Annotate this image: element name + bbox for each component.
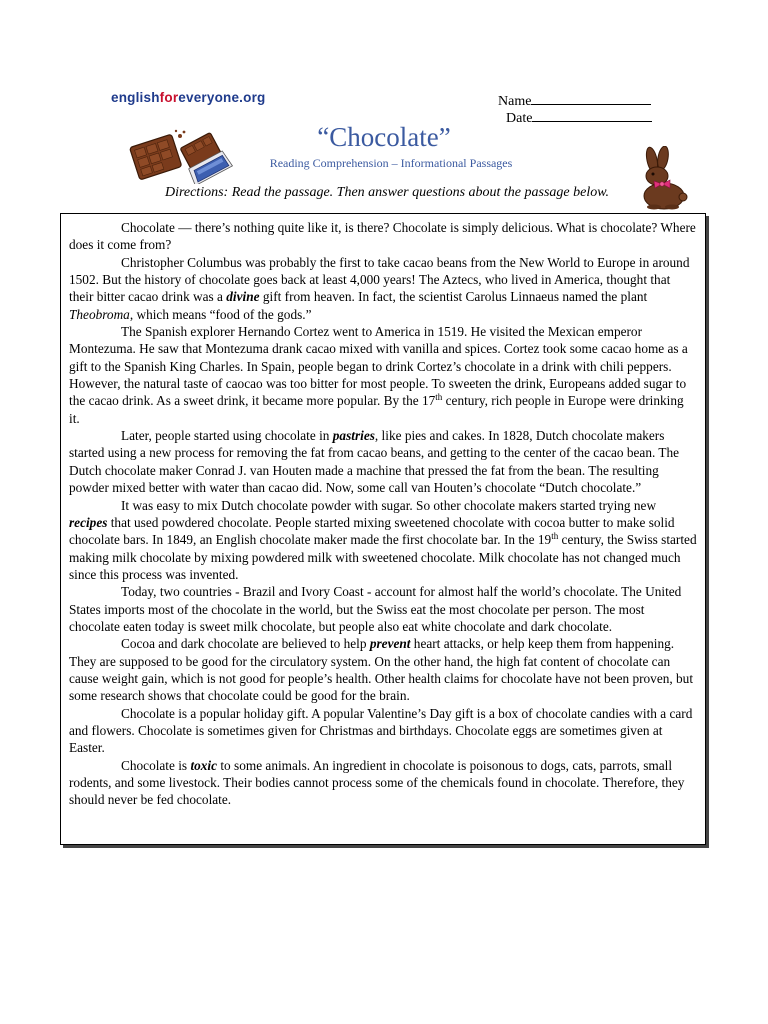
paragraph-5-text-a: It was easy to mix Dutch chocolate powder with sugar. So other chocolate makers started trying new: [121, 497, 657, 513]
paragraph-4-text-a: Later, people started using chocolate in: [121, 428, 333, 444]
paragraph-7-text-a: Cocoa and dark chocolate are believed to help: [121, 636, 370, 652]
paragraph-2-text-c: , which means “food of the gods.”: [129, 306, 312, 322]
vocab-word-recipes: recipes: [69, 514, 108, 530]
page-title: “Chocolate”: [317, 122, 451, 152]
paragraph-8-text: Chocolate is a popular holiday gift. A popular Valentine’s Day gift is a box of chocolate candies with a card and flowers. Chocolate is sometimes given for Christmas and birthdays. Chocolate eggs are sometimes given at Easter.: [69, 705, 693, 756]
paragraph-3-text-a: The Spanish explorer Hernando Cortez went to America in 1519. He visited the Mexican emperor Montezuma. He saw that Montezuma drank cacao mixed with vanilla and spices. Cortez took some cacao home as a gift to the Spanish King Charles. In Spain, people began to drink Cortez’s chocolate in a drink with chili peppers. However, the natural taste of caocao was too bitter for most people. To sweeten the drink, Europeans added sugar to the cacao drink. As a sweet drink, it became more popular. By the 17: [69, 324, 688, 409]
paragraph-1: [69, 219, 697, 254]
paragraph-9-text-b: to some animals. An ingredient in chocolate is poisonous to dogs, cats, parrots, small rodents, and some livestock. Their bodies cannot process some of the chemicals found in chocolate. Therefore, they should never be fed chocolate.: [69, 757, 685, 808]
paragraph-3-text-b: century, rich people in Europe were drinking it.: [69, 393, 684, 426]
passage-box: [60, 213, 706, 845]
site-logo-part-for: for: [159, 90, 179, 105]
name-blank[interactable]: [531, 91, 651, 105]
plant-name-theobroma: Theobroma: [69, 306, 130, 322]
name-label: Name: [498, 94, 532, 109]
paragraph-2-text-a: Christopher Columbus was probably the first to take cacao beans from the New World to Europe in around 1502. But the history of chocolate goes back at least 4,000 years! The Aztecs, who lived in America, thought that their bitter cacao drink was a: [69, 254, 690, 305]
paragraph-9: [69, 757, 697, 809]
directions: Directions: Read the passage. Then answer questions about the passage below.: [164, 185, 610, 200]
paragraph-9-text-a: Chocolate is: [121, 757, 191, 773]
paragraph-2: [69, 254, 697, 323]
vocab-word-divine: divine: [226, 289, 260, 305]
paragraph-6-text: Today, two countries - Brazil and Ivory Coast - account for almost half the world’s chocolate. The United States imports most of the chocolate in the world, but the Swiss eat the most chocolate per person. The most chocolate eaten today is sweet milk chocolate, but people also eat white chocolate and dark chocolate.: [69, 584, 682, 634]
paragraph-3: [69, 323, 697, 427]
paragraph-5: [69, 497, 697, 584]
paragraph-7: [69, 635, 697, 704]
paragraph-1-text: Chocolate — there’s nothing quite like it, is there? Chocolate is simply delicious. What is chocolate? Where does it come from?: [69, 220, 696, 253]
vocab-word-pastries: pastries: [332, 428, 375, 444]
paragraph-4-text-b: , like pies and cakes. In 1828, Dutch chocolate makers started using a new process for removing the fat from cacao beans, and getting to the center of the cacao bean. The Dutch chocolate maker Conrad J. van Houten made a machine that pressed the fat from the bean. The resulting powder mixed better with water than cacao did. Now, some call van Houten’s chocolate “Dutch chocolate.”: [69, 428, 680, 496]
site-logo-part-everyone: everyone.org: [178, 90, 266, 105]
date-blank[interactable]: [532, 108, 652, 122]
paragraph-6: [69, 583, 697, 635]
ordinal-suffix: th: [551, 531, 559, 542]
site-logo-part-english: english: [111, 90, 160, 105]
paragraph-7-text-b: heart attacks, or help keep them from happening. They are supposed to be good for the circulatory system. On the other hand, the high fat content of chocolate can cause weight gain, which is not good for people’s health. Other health claims for chocolate have not been proven, but some research shows that chocolate could be good for the brain.: [69, 636, 694, 704]
ordinal-suffix: th: [435, 392, 443, 403]
paragraph-2-text-b: gift from heaven. In fact, the scientist Carolus Linnaeus named the plant: [259, 289, 648, 305]
paragraph-8: [69, 705, 697, 757]
paragraph-5-text-c: century, the Swiss started making milk chocolate by mixing powdered milk with sweetened chocolate. Milk chocolate has not changed much since this process was invented.: [69, 532, 697, 582]
vocab-word-prevent: prevent: [369, 636, 411, 652]
vocab-word-toxic: toxic: [190, 757, 218, 773]
paragraph-5-text-b: that used powdered chocolate. People started mixing sweetened chocolate with cocoa butter to make solid chocolate bars. In 1849, an English chocolate maker made the first chocolate bar. In the 19: [69, 514, 675, 548]
paragraph-4: [69, 427, 697, 496]
site-logo: [111, 90, 265, 105]
page-subtitle: Reading Comprehension – Informational Passages: [269, 156, 513, 170]
date-label: Date: [506, 111, 533, 126]
